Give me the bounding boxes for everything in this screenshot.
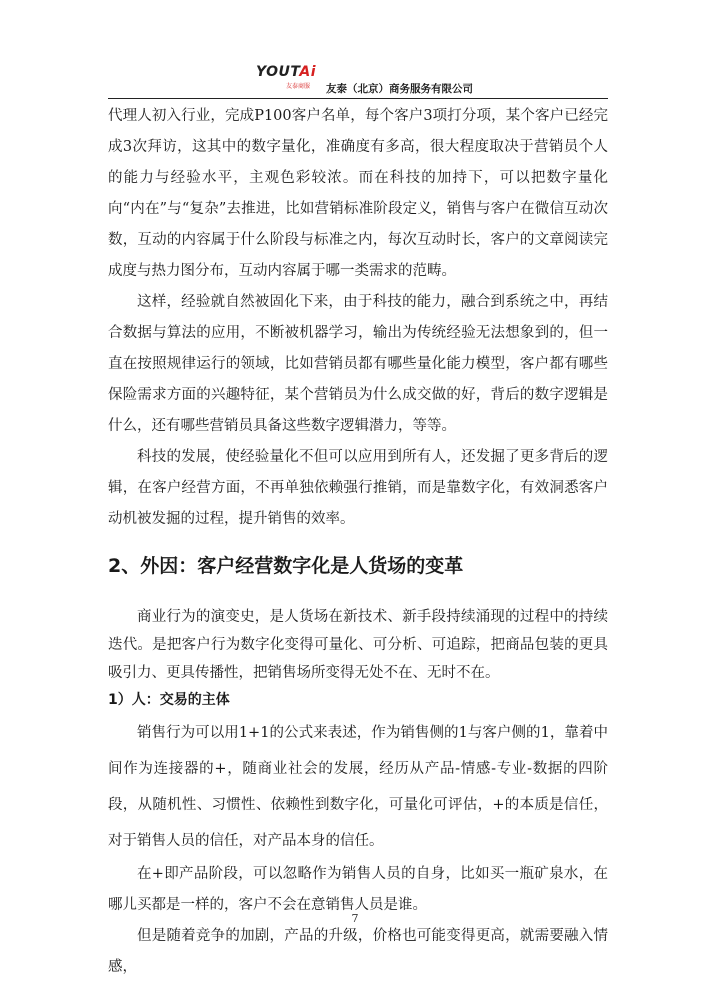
subsection-heading: 1）人：交易的主体 <box>108 692 230 708</box>
paragraph: 销售行为可以用1+1的公式来表述，作为销售侧的1与客户侧的1，靠着中间作为连接器的+，随商业社会的发展，经历从产品-情感-专业-数据的四阶段，从随机性、习惯性、依赖性到数字化，可量化可评估，+的本质是信任，对于销售人员的信任，对产品本身的信任。 <box>108 725 608 849</box>
page-number: 7 <box>351 912 359 925</box>
paragraph: 代理人初入行业，完成P100客户名单，每个客户3项打分项，某个客户已经完成3次拜访，这其中的数字量化，准确度有多高，很大程度取决于营销员个人的能力与经验水平，主观色彩较浓。而在科技的加持下，可以把数字量化向“内在”与“复杂”去推进，比如营销标准阶段定义，销售与客户在微信互动次数，互动的内容属于什么阶段与标准之内，每次互动时长，客户的文章阅读完成度与热力图分布，互动内容属于哪一类需求的范畴。 <box>108 108 608 279</box>
logo-brand <box>256 64 316 80</box>
logo-subtitle: 友泰商服 <box>286 83 311 90</box>
logo-brand-accent: Ai <box>299 64 317 80</box>
paragraph: 科技的发展，使经验量化不但可以应用到所有人，还发掘了更多背后的逻辑，在客户经营方面，不再单独依赖强行推销，而是靠数字化，有效洞悉客户动机被发掘的过程，提升销售的效率。 <box>108 449 608 527</box>
paragraph: 但是随着竞争的加剧，产品的升级，价格也可能变得更高，就需要融入情感， <box>108 928 608 975</box>
page-header <box>108 64 608 100</box>
section-heading: 2、外因：客户经营数字化是人货场的变革 <box>108 555 464 577</box>
paragraph: 商业行为的演变史，是人货场在新技术、新手段持续涌现的过程中的持续迭代。是把客户行为数字化变得可量化、可分析、可追踪，把商品包装的更具吸引力、更具传播性，把销售场所变得无处不在、无时不在。 <box>108 609 608 681</box>
company-logo <box>256 64 326 94</box>
paragraph: 这样，经验就自然被固化下来，由于科技的能力，融合到系统之中，再结合数据与算法的应用，不断被机器学习，输出为传统经验无法想象到的，但一直在按照规律运行的领域，比如营销员都有哪些量化能力模型，客户都有哪些保险需求方面的兴趣特征，某个营销员为什么成交做的好，背后的数字逻辑是什么，还有哪些营销员具备这些数字逻辑潜力，等等。 <box>108 294 608 434</box>
company-name: 友泰（北京）商务服务有限公司 <box>326 83 473 95</box>
paragraph: 在+即产品阶段，可以忽略作为销售人员的自身，比如买一瓶矿泉水，在哪儿买都是一样的，客户不会在意销售人员是谁。 <box>108 866 608 913</box>
logo-brand-main: YOUT <box>256 64 300 80</box>
document-body <box>108 101 608 983</box>
header-rule <box>108 98 608 99</box>
